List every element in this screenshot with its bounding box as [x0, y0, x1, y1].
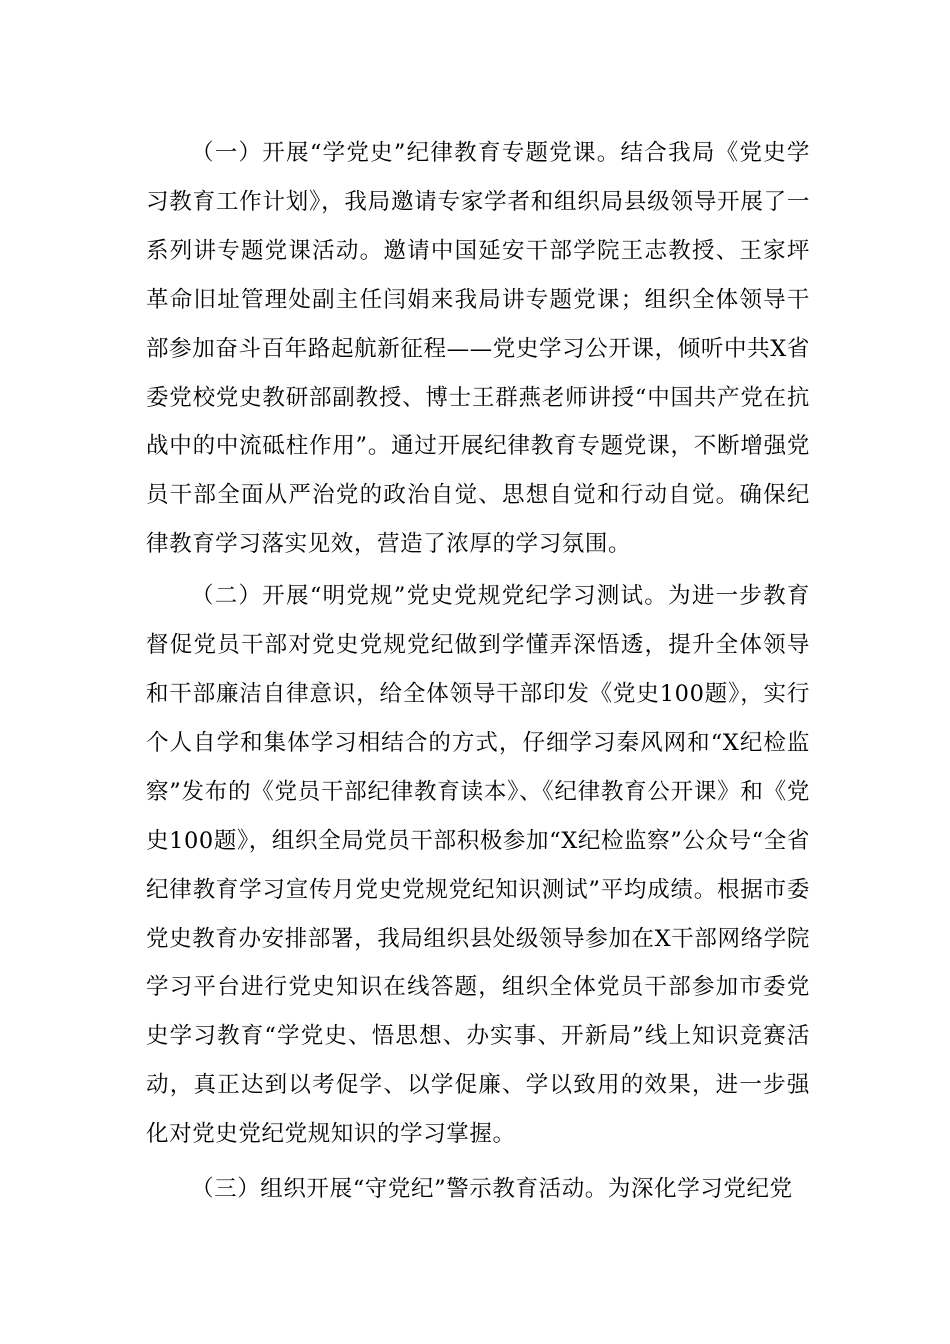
paragraph-3: （三）组织开展“守党纪”警示教育活动。为深化学习党纪党 — [191, 1176, 793, 1203]
paragraph-1: （一）开展“学党史”纪律教育专题党课。结合我局《党史学习教育工作计划》，我局邀请专家学者和组织局县级领导开展了一系列讲专题党课活动。邀请中国延安干部学院王志教授、王家坪革命旧址管理处副主任闫娟来我局讲专题党课；组织全体领导干部参加奋斗百年路起航新征程——党史学习公开课，倾听中共X省委党校党史教研部副教授、博士王群燕老师讲授“中国共产党在抗战中的中流砥柱作用”。通过开展纪律教育专题党课，不断增强党员干部全面从严治党的政治自觉、思想自觉和行动自觉。确保纪律教育学习落实见效，营造了浓厚的学习氛围。 — [146, 140, 810, 558]
paragraph-2: （二）开展“明党规”党史党规党纪学习测试。为进一步教育督促党员干部对党史党规党纪做到学懂弄深悟透，提升全体领导和干部廉洁自律意识，给全体领导干部印发《党史100题》，实行个人自学和集体学习相结合的方式，仔细学习秦风网和“X纪检监察”发布的《党员干部纪律教育读本》、《纪律教育公开课》和《党史100题》，组织全局党员干部积极参加“X纪检监察”公众号“全省纪律教育学习宣传月党史党规党纪知识测试”平均成绩。根据市委党史教育办安排部署，我局组织县处级领导参加在X干部网络学院学习平台进行党史知识在线答题，组织全体党员干部参加市委党史学习教育“学党史、悟思想、办实事、开新局”线上知识竞赛活动，真正达到以考促学、以学促廉、学以致用的效果，进一步强化对党史党纪党规知识的学习掌握。 — [146, 583, 810, 1148]
